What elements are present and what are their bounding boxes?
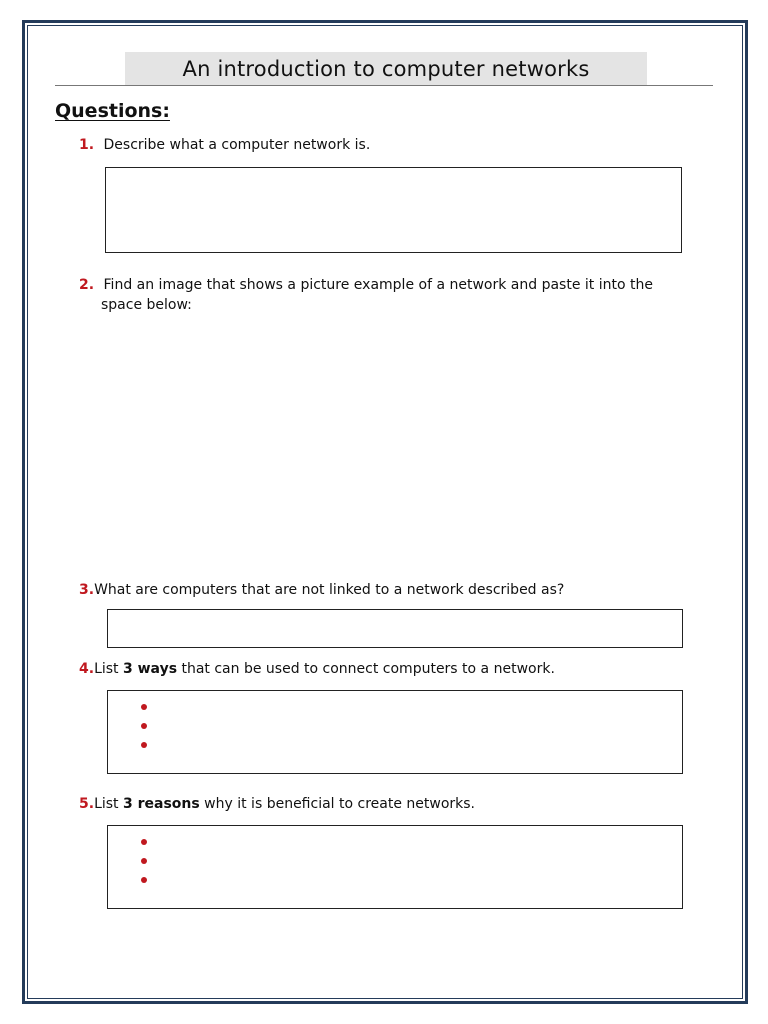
answer-box-5[interactable]: [107, 825, 683, 909]
question-4-suffix: that can be used to connect computers to a network.: [177, 661, 555, 677]
answer-box-4[interactable]: [107, 690, 683, 774]
question-3-text: What are computers that are not linked to a network described as?: [94, 582, 565, 598]
questions-heading: Questions:: [55, 100, 170, 122]
question-3: [79, 580, 564, 600]
question-1-text: Describe what a computer network is.: [103, 137, 371, 153]
question-2-number: 2.: [79, 277, 95, 293]
question-3-number: 3.: [79, 582, 95, 598]
question-2: [79, 275, 719, 315]
answer-box-3[interactable]: [107, 609, 683, 648]
page-title-text: An introduction to computer networks: [182, 56, 590, 81]
answer-box-1[interactable]: [105, 167, 682, 253]
question-4-emphasis: 3 ways: [123, 661, 178, 677]
page-title: [125, 52, 647, 85]
image-paste-area[interactable]: [100, 325, 680, 570]
title-divider: [55, 85, 713, 86]
question-5: [79, 794, 475, 814]
question-5-number: 5.: [79, 796, 95, 812]
question-5-emphasis: 3 reasons: [123, 796, 200, 812]
question-4-prefix: List: [94, 661, 123, 677]
question-1-number: 1.: [79, 137, 95, 153]
question-2-text-line1: Find an image that shows a picture example of a network and paste it into the: [103, 277, 653, 293]
question-2-text-line2: space below:: [101, 297, 192, 313]
question-4: [79, 659, 555, 679]
question-1: [79, 135, 370, 155]
question-5-suffix: why it is beneficial to create networks.: [199, 796, 475, 812]
question-4-number: 4.: [79, 661, 95, 677]
question-5-prefix: List: [94, 796, 123, 812]
